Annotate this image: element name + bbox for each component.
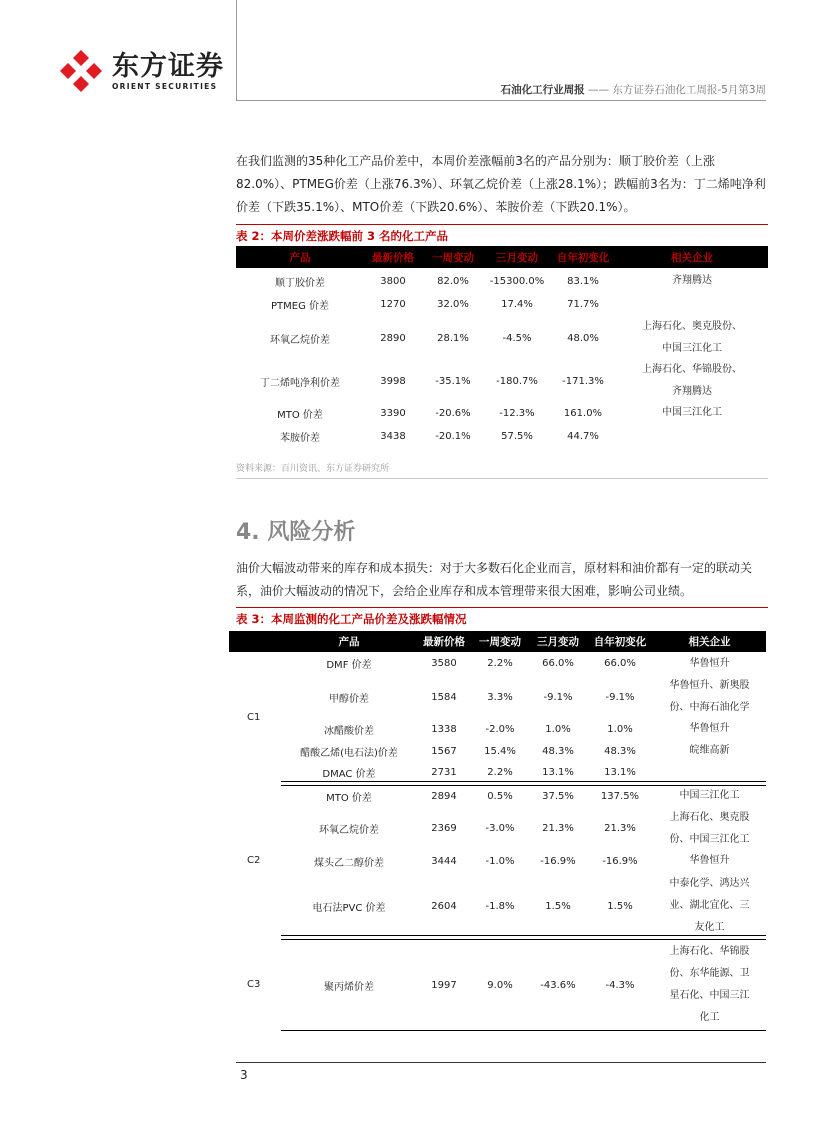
table3-cell-ytd-change: -4.3% [605,979,635,991]
table2-row [236,425,768,447]
intro-paragraph: 在我们监测的35种化工产品价差中，本周价差涨幅前3名的产品分别为：顺丁胶价差（上涨82.0%）、PTMEG价差（上涨76.3%）、环氧乙烷价差（上涨28.1%）；跌幅前3名为：丁二烯吨净利价差（下跌35.1%）、MTO价差（下跌20.6%）、苯胺价差（下跌20.1%）。 [236,154,766,214]
table3-group-label: C1 [247,712,261,723]
company-line: 上海石化、奥克股 [669,811,750,823]
table2-cell-product: PTMEG 价差 [270,300,329,312]
table3-row [229,941,766,1029]
table3-group-divider [281,781,766,786]
table3-cell-product: DMAC 价差 [322,768,376,780]
table3-cell-companies [653,785,766,807]
table2-cell-three-month-change: -4.5% [502,332,532,344]
table3-cell-week-change: -1.8% [485,900,515,912]
table3-cell-week-change: 15.4% [484,745,516,757]
table3-cell-companies [653,941,766,1029]
company-line: 华鲁恒升 [689,855,730,866]
risk-paragraph: 油价大幅波动带来的库存和成本损失：对于大多数石化企业而言，原材料和油价都有一定的联动关系，油价大幅波动的情况下，会给企业库存和成本管理带来很大困难，影响公司业绩。 [236,561,753,598]
table3-cell-ytd-change: 137.5% [600,790,640,802]
table3-cell-ytd-change: 48.3% [604,745,636,757]
table3-cell-three-month-change: -43.6% [540,979,576,991]
table3-cell-product: 煤头乙二醇价差 [314,857,384,869]
table3-cell-three-month-change: 1.5% [545,900,571,912]
table2-cell-companies [616,316,768,360]
table3-header-cell: 产品 [338,636,360,648]
table2-cell-three-month-change: -180.7% [496,375,538,387]
table3-row [229,807,766,850]
table2-cell-three-month-change: 17.4% [501,298,533,310]
company-line: 华鲁恒升 [689,657,730,669]
table3-cell-ytd-change: 21.3% [604,823,636,834]
table2-row [236,402,768,424]
table2-header-cell: 最新价格 [372,251,414,264]
table3-cell-three-month-change: -16.9% [540,855,576,867]
table3-header-cell: 最新价格 [423,636,465,648]
header-vertical-divider [236,0,237,100]
table2-row [236,360,768,402]
table3-cell-three-month-change: 1.0% [545,723,571,735]
table3-cell-three-month-change: 21.3% [542,823,574,834]
table2-caption: 表 2：本周价差涨跌幅前 3 名的化工产品 [236,224,768,244]
table3-cell-week-change: 0.5% [487,790,513,802]
table3-cell-week-change: -3.0% [485,823,515,834]
table3-cell-ytd-change: -9.1% [605,691,635,703]
table3-cell-ytd-change: 1.5% [607,900,633,912]
table2-cell-ytd-change: 83.1% [567,275,599,287]
table3-group-divider [281,1030,766,1031]
table3-row [229,718,766,740]
table3-cell-companies [653,653,766,675]
company-logo [58,48,224,94]
table2-source-note: 资料来源：百川资讯、东方证券研究所 [236,461,768,479]
table3-row [229,676,766,718]
table2-cell-ytd-change: -171.3% [562,375,604,387]
company-line: 星石化、中国三江 [669,990,750,1001]
table3-group-label: C3 [247,979,261,990]
table3-row [229,873,766,939]
table3-cell-three-month-change: 48.3% [542,745,574,757]
table2-cell-companies [616,402,768,424]
table3-cell-product: 甲醇价差 [329,693,369,705]
company-line: 业、湖北宜化、三 [669,900,750,911]
table3-header-cell: 三月变动 [537,636,579,648]
table2-cell-companies [616,359,768,403]
header-title-bold: 石油化工行业周报 [500,84,585,96]
company-line: 齐翔腾达 [672,386,712,397]
company-line: 化工 [699,1012,720,1023]
table2-cell-ytd-change: 44.7% [567,430,599,442]
table3-cell-week-change: -1.0% [485,855,515,867]
table2-cell-week-change: 32.0% [437,298,469,310]
company-line: 中国三江化工 [662,407,722,418]
table3-cell-week-change: 9.0% [487,979,513,991]
section-heading-risk: 4. 风险分析 [236,520,356,545]
table2-row [236,293,768,315]
table2-cell-week-change: -20.6% [435,407,471,419]
table3-cell-product: 冰醋酸价差 [324,725,374,737]
table3-cell-product: DMF 价差 [326,660,372,671]
table3-header-cell: 一周变动 [479,636,521,648]
table3-cell-companies [653,873,766,939]
table2-cell-ytd-change: 71.7% [567,298,599,310]
table2-row [236,316,768,360]
table2-header-cell: 自年初变化 [556,251,610,264]
table2-cell-price: 3998 [380,375,406,387]
table2-cell-week-change: -35.1% [435,375,471,387]
table3-cell-companies [653,807,766,851]
company-line: 份、中国三江化工 [669,833,750,845]
company-line: 中泰化学、鸿达兴 [669,878,750,889]
table3-cell-week-change: 3.3% [487,691,513,703]
table2-cell-product: 环氧乙烷价差 [270,334,330,346]
table2-cell-price: 1270 [380,298,406,310]
company-line: 友化工 [694,922,725,933]
table3-cell-week-change: -2.0% [485,723,515,735]
table2-cell-product: 丁二烯吨净利价差 [260,377,340,389]
table2-cell-ytd-change: 48.0% [567,332,599,344]
table2-cell-week-change: 82.0% [437,275,469,287]
logo-mark-icon [58,48,104,94]
table2-cell-price: 3800 [380,275,406,287]
table3-cell-product: 醋酸乙烯(电石法)价差 [300,747,398,759]
table3-cell-price: 3580 [431,658,457,669]
company-line: 份、东华能源、卫 [669,968,750,979]
company-line: 齐翔腾达 [672,275,712,286]
table3-cell-product: MTO 价差 [326,792,372,804]
table3-cell-companies [653,718,766,740]
table3-cell-ytd-change: 66.0% [604,658,636,669]
table2-cell-three-month-change: -15300.0% [489,275,545,287]
table2-row [236,270,768,292]
table3-row [229,762,766,782]
table2-cell-week-change: -20.1% [435,430,471,442]
table3-row [229,786,766,806]
company-line: 华鲁恒升、新奥股 [669,680,750,691]
table2-cell-week-change: 28.1% [437,332,469,344]
table3-cell-price: 1338 [431,723,457,735]
table2-cell-price: 2890 [380,332,406,344]
table3-group-label: C2 [247,855,261,866]
table2-cell-price: 3390 [380,407,406,419]
table2-header-cell: 一周变动 [432,251,474,264]
header-rule [236,100,766,101]
table3-header-row [229,631,766,652]
table3-cell-price: 1997 [431,979,457,991]
table3-cell-product: 聚丙烯价差 [324,981,374,993]
table3-cell-companies [653,740,766,762]
company-line: 中国三江化工 [662,343,722,354]
table3-cell-price: 2604 [431,900,457,912]
company-line: 皖维高新 [689,745,730,756]
table3-cell-companies [653,850,766,872]
table2-cell-three-month-change: 57.5% [501,430,533,442]
company-line: 上海石化、华锦股份、 [642,364,742,375]
table3-cell-price: 2369 [431,823,457,834]
table2-cell-price: 3438 [380,430,406,442]
table2-cell-companies [616,270,768,292]
company-line: 份、中海石油化学 [669,702,750,713]
table3-header-cell: 自年初变化 [593,636,647,648]
table3-cell-week-change: 2.2% [487,766,513,778]
report-header-title [470,82,766,97]
table3-cell-three-month-change: 13.1% [542,766,574,778]
table3-cell-price: 1584 [431,691,457,703]
table3-group-divider [281,935,766,940]
table2-header-cell: 三月变动 [496,251,538,264]
table3-cell-product: 环氧乙烷价差 [319,825,379,836]
table3-cell-price: 1567 [431,745,457,757]
table3-cell-three-month-change: 37.5% [542,790,574,802]
company-line: 中国三江化工 [679,790,740,801]
table2-cell-product: MTO 价差 [277,409,323,421]
table3-cell-product: 电石法PVC 价差 [312,902,386,914]
table3-cell-companies [653,675,766,719]
table3-cell-week-change: 2.2% [487,658,513,669]
table2-cell-product: 苯胺价差 [280,432,320,444]
table3-header-cell: 相关企业 [688,636,731,648]
logo-cn-text: 东方证券 [112,50,224,82]
table2-header-cell: 产品 [289,251,311,264]
company-line: 上海石化、奥克股份、 [642,321,742,332]
header-title-rest: —— 东方证券石油化工周报-5月第3周 [584,84,766,96]
company-line: 上海石化、华锦股 [669,946,750,957]
table3-cell-price: 2894 [431,790,457,802]
table3-cell-ytd-change: 1.0% [607,723,633,735]
table3-caption: 表 3：本周监测的化工产品价差及涨跌幅情况 [236,607,768,627]
table2-cell-ytd-change: 161.0% [563,407,603,419]
table3-cell-three-month-change: -9.1% [543,691,573,703]
footer-rule [236,1062,766,1063]
company-line: 华鲁恒升 [689,723,730,734]
logo-en-text: ORIENT SECURITIES [112,81,218,91]
table3-cell-price: 2731 [431,766,457,778]
table2-cell-three-month-change: -12.3% [499,407,535,419]
table3-cell-price: 3444 [431,855,457,867]
table3-cell-ytd-change: -16.9% [602,855,638,867]
table2-cell-product: 顺丁胶价差 [275,277,325,289]
table2-header-cell: 相关企业 [671,251,713,264]
table3-row [229,740,766,762]
table2-header-row [236,246,768,268]
table3-row [229,850,766,872]
table3-cell-ytd-change: 13.1% [604,766,636,778]
table3-cell-three-month-change: 66.0% [542,658,574,669]
table3-row [229,653,766,674]
page-number: 3 [240,1068,248,1082]
